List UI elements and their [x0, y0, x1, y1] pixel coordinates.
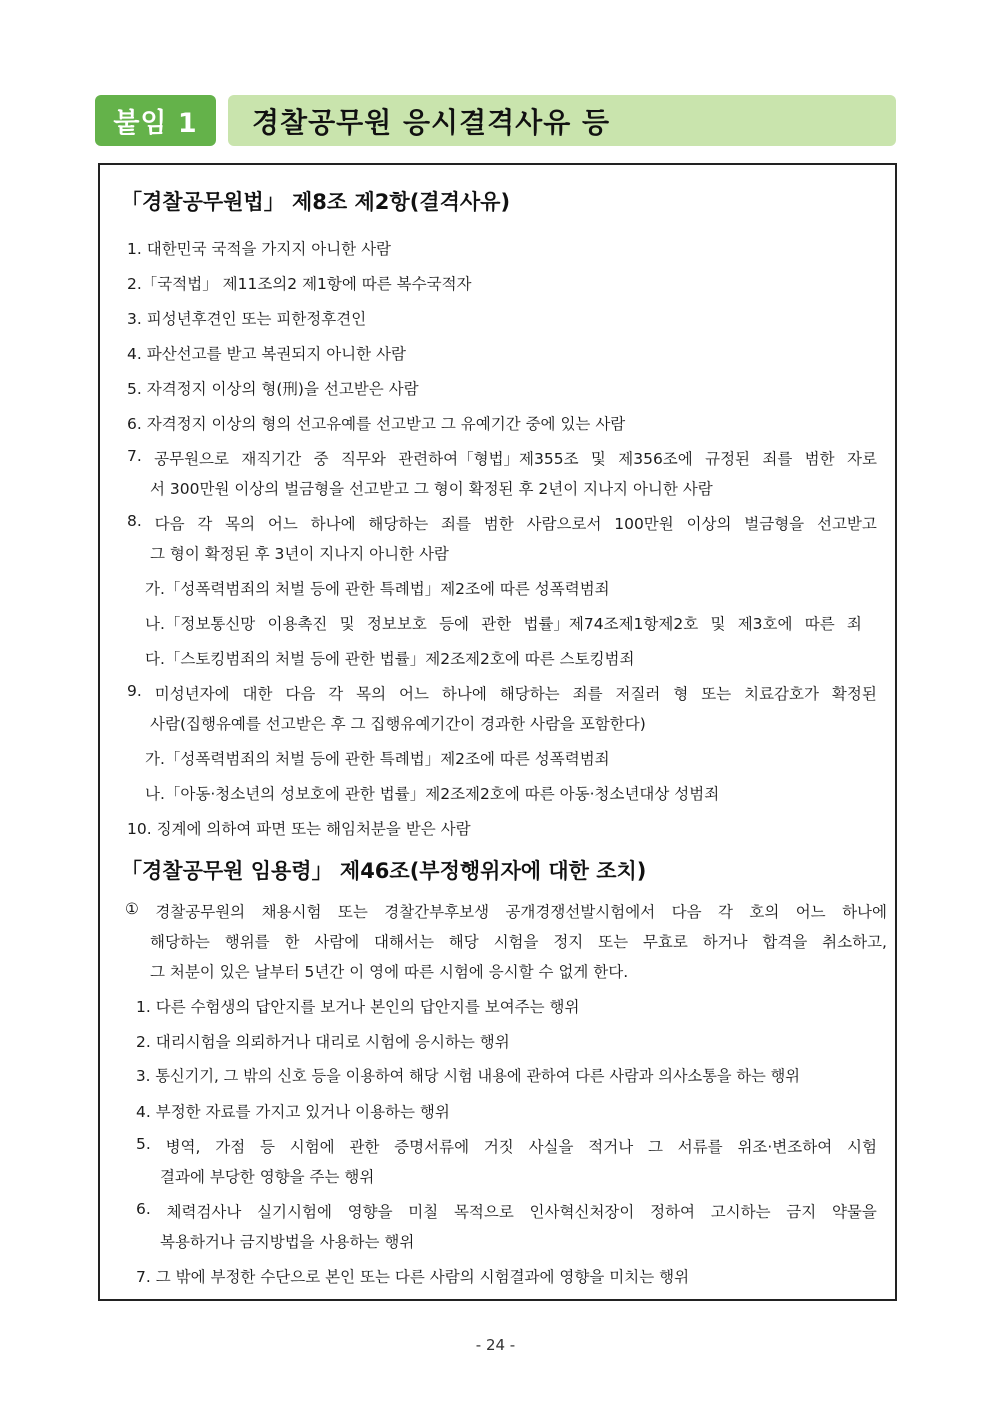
sub-item: 가.「성폭력범죄의 처벌 등에 관한 특례법」제2조에 따른 성폭력범죄: [145, 580, 610, 598]
list-item-continuation: 그 형이 확정된 후 3년이 지나지 아니한 사람: [150, 545, 449, 563]
list-item: 9. 미성년자에 대한 다음 각 목의 어느 하나에 해당하는 죄를 저질러 형 또는 치료감호가 확정된: [127, 682, 877, 703]
list-item: 6. 자격정지 이상의 형의 선고유예를 선고받고 그 유예기간 중에 있는 사람: [127, 415, 626, 433]
list-item: 1. 다른 수험생의 답안지를 보거나 본인의 답안지를 보여주는 행위: [136, 998, 580, 1016]
sub-item: 나.「정보통신망 이용촉진 및 정보보호 등에 관한 법률」제74조제1항제2호 및 제3호에 따른 죄: [145, 615, 862, 633]
list-item: 2.「국적법」 제11조의2 제1항에 따른 복수국적자: [127, 275, 472, 293]
page-title: 경찰공무원 응시결격사유 등: [228, 95, 896, 146]
sub-item: 나.「아동·청소년의 성보호에 관한 법률」제2조제2호에 따른 아동·청소년대상 성범죄: [145, 785, 720, 803]
list-item: 7. 공무원으로 재직기간 중 직무와 관련하여「형법」제355조 및 제356조에 규정된 죄를 범한 자로: [127, 447, 877, 468]
list-item: 1. 대한민국 국적을 가지지 아니한 사람: [127, 240, 392, 258]
list-item: 3. 피성년후견인 또는 피한정후견인: [127, 310, 367, 328]
section2-heading: 「경찰공무원 임용령」 제46조(부정행위자에 대한 조치): [121, 859, 647, 883]
section1-heading: 「경찰공무원법」 제8조 제2항(결격사유): [121, 190, 511, 214]
paragraph-continuation: 그 처분이 있은 날부터 5년간 이 영에 따른 시험에 응시할 수 없게 한다.: [150, 963, 629, 981]
paragraph: ① 경찰공무원의 채용시험 또는 경찰간부후보생 공개경쟁선발시험에서 다음 각 호의 어느 하나에: [125, 900, 887, 921]
list-item: 4. 부정한 자료를 가지고 있거나 이용하는 행위: [136, 1103, 450, 1121]
sub-item: 가.「성폭력범죄의 처벌 등에 관한 특례법」제2조에 따른 성폭력범죄: [145, 750, 610, 768]
list-item: 3. 통신기기, 그 밖의 신호 등을 이용하여 해당 시험 내용에 관하여 다른 사람과 의사소통을 하는 행위: [136, 1067, 800, 1085]
list-item: 10. 징계에 의하여 파면 또는 해임처분을 받은 사람: [127, 820, 471, 838]
list-item-continuation: 사람(집행유예를 선고받은 후 그 집행유예기간이 경과한 사람을 포함한다): [150, 715, 646, 733]
list-item: 4. 파산선고를 받고 복권되지 아니한 사람: [127, 345, 406, 363]
attachment-tag: 붙임 1: [95, 95, 216, 146]
page-number: - 24 -: [475, 1336, 516, 1354]
list-item: 2. 대리시험을 의뢰하거나 대리로 시험에 응시하는 행위: [136, 1033, 510, 1051]
list-item-continuation: 서 300만원 이상의 벌금형을 선고받고 그 형이 확정된 후 2년이 지나지 아니한 사람: [150, 480, 713, 498]
list-item: 5. 병역, 가점 등 시험에 관한 증명서류에 거짓 사실을 적거나 그 서류를 위조·변조하여 시험: [136, 1135, 877, 1156]
list-item: 6. 체력검사나 실기시험에 영향을 미칠 목적으로 인사혁신처장이 정하여 고시하는 금지 약물을: [136, 1200, 877, 1221]
list-item: 7. 그 밖에 부정한 수단으로 본인 또는 다른 사람의 시험결과에 영향을 미치는 행위: [136, 1268, 690, 1286]
paragraph-continuation: 해당하는 행위를 한 사람에 대해서는 해당 시험을 정지 또는 무효로 하거나 합격을 취소하고,: [150, 933, 887, 951]
list-item-continuation: 결과에 부당한 영향을 주는 행위: [160, 1168, 375, 1186]
list-item: 5. 자격정지 이상의 형(刑)을 선고받은 사람: [127, 380, 419, 398]
list-item-continuation: 복용하거나 금지방법을 사용하는 행위: [160, 1233, 415, 1251]
sub-item: 다.「스토킹범죄의 처벌 등에 관한 법률」제2조제2호에 따른 스토킹범죄: [145, 650, 635, 668]
list-item: 8. 다음 각 목의 어느 하나에 해당하는 죄를 범한 사람으로서 100만원 이상의 벌금형을 선고받고: [127, 512, 877, 533]
